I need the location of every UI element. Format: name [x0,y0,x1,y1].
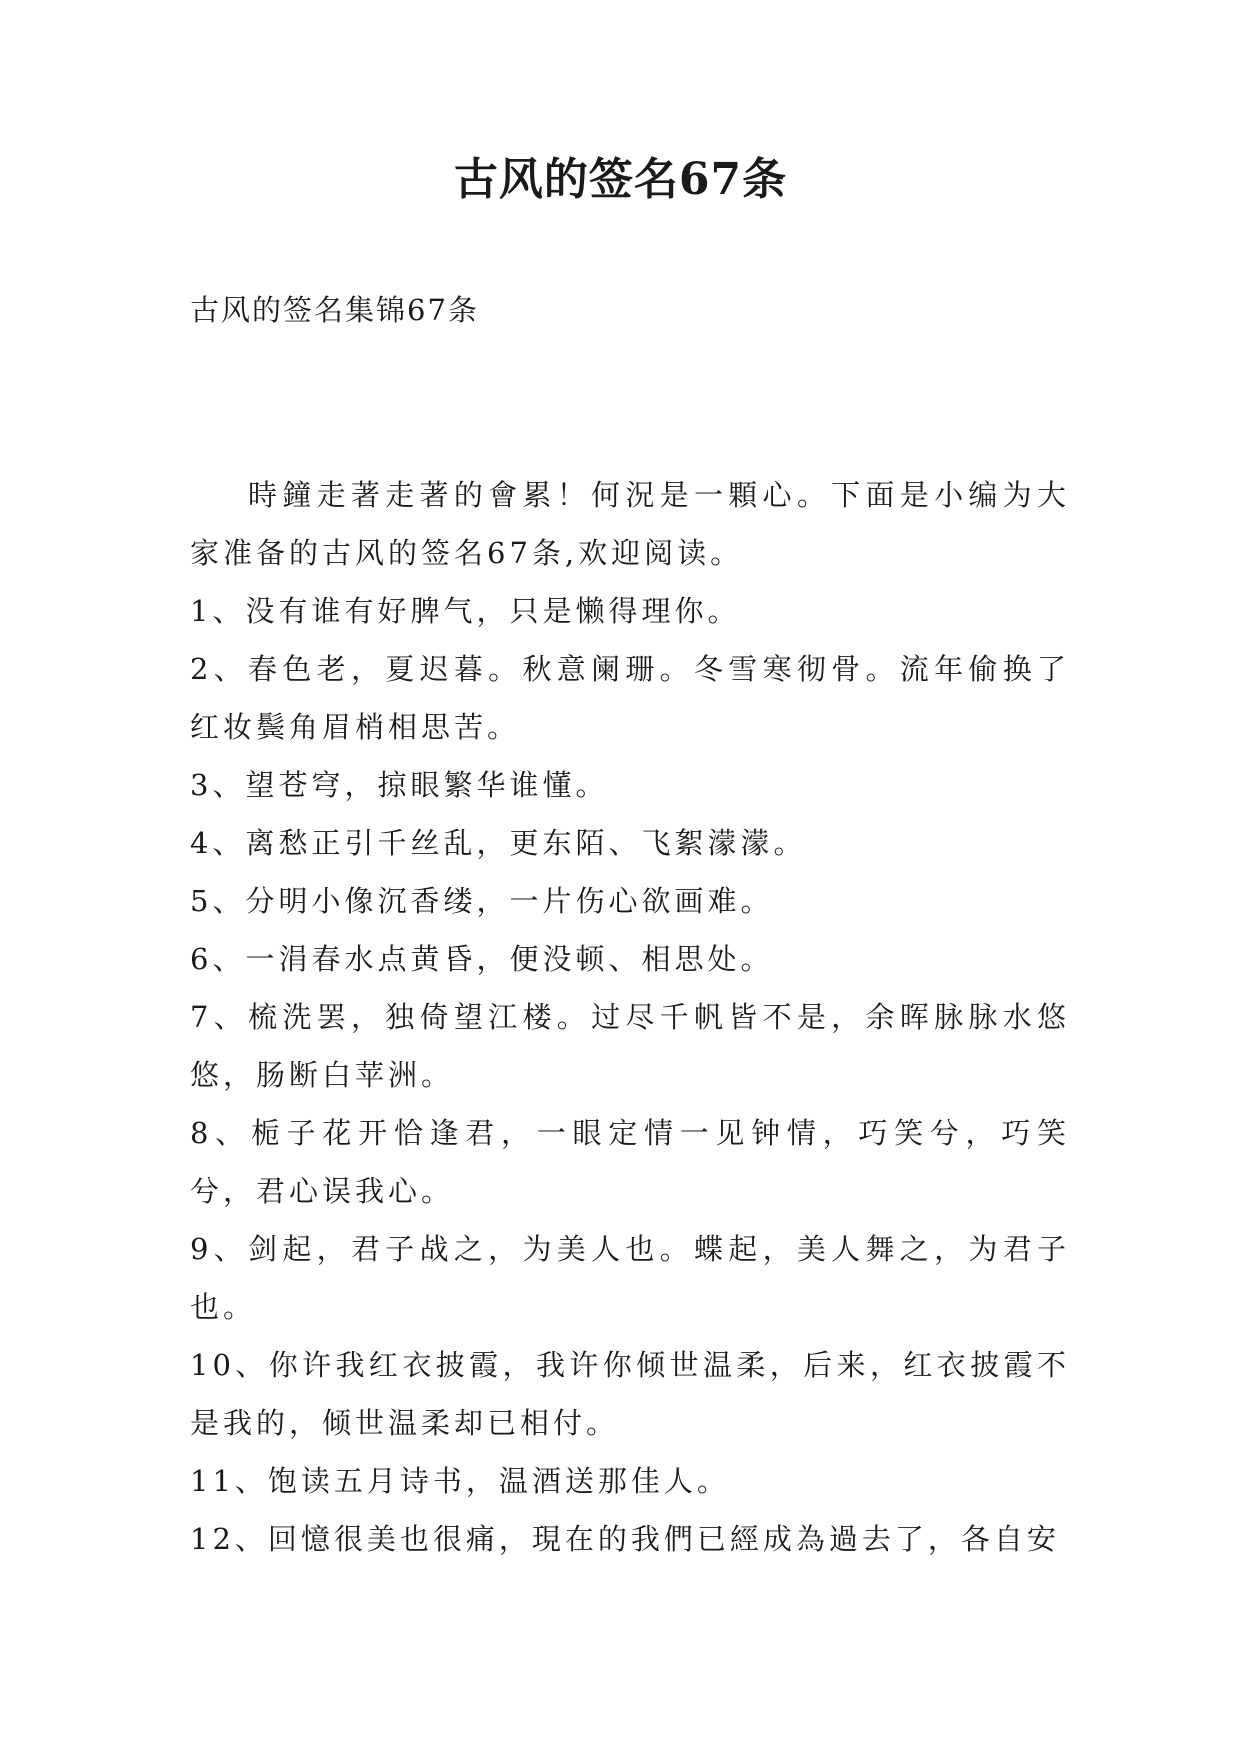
list-item: 3、望苍穹，掠眼繁华谁懂。 [190,768,609,802]
list-item: 5、分明小像沉香缕，一片伤心欲画难。 [190,884,774,918]
list-item: 8、栀子花开恰逢君，一眼定情一见钟情，巧笑兮，巧笑兮，君心误我心。 [190,1116,1070,1208]
document-title: 古风的签名67条 [453,154,788,205]
intro-paragraph: 時鐘走著走著的會累！何況是一顆心。下面是小编为大家准备的古风的签名67条,欢迎阅读。 [190,478,1070,570]
list-item: 10、你许我红衣披霞，我许你倾世温柔，后来，红衣披霞不是我的，倾世温柔却已相付。 [190,1348,1070,1440]
list-item: 11、饱读五月诗书，温酒送那佳人。 [190,1464,730,1498]
list-item: 7、梳洗罢，独倚望江楼。过尽千帆皆不是，余晖脉脉水悠悠，肠断白苹洲。 [190,1000,1070,1092]
list-item: 6、一涓春水点黄昏，便没顿、相思处。 [190,942,774,976]
list-item: 12、回憶很美也很痛，現在的我們已經成為過去了，各自安 [190,1522,1060,1556]
list-item: 1、没有谁有好脾气，只是懒得理你。 [190,594,741,628]
document-body [190,466,1070,1568]
document-subtitle: 古风的签名集锦67条 [190,293,479,327]
list-item: 9、剑起，君子战之，为美人也。蝶起，美人舞之，为君子也。 [190,1232,1070,1324]
list-item: 2、春色老，夏迟暮。秋意阑珊。冬雪寒彻骨。流年偷换了红妆鬓角眉梢相思苦。 [190,652,1070,744]
list-item: 4、离愁正引千丝乱，更东陌、飞絮濛濛。 [190,826,807,860]
